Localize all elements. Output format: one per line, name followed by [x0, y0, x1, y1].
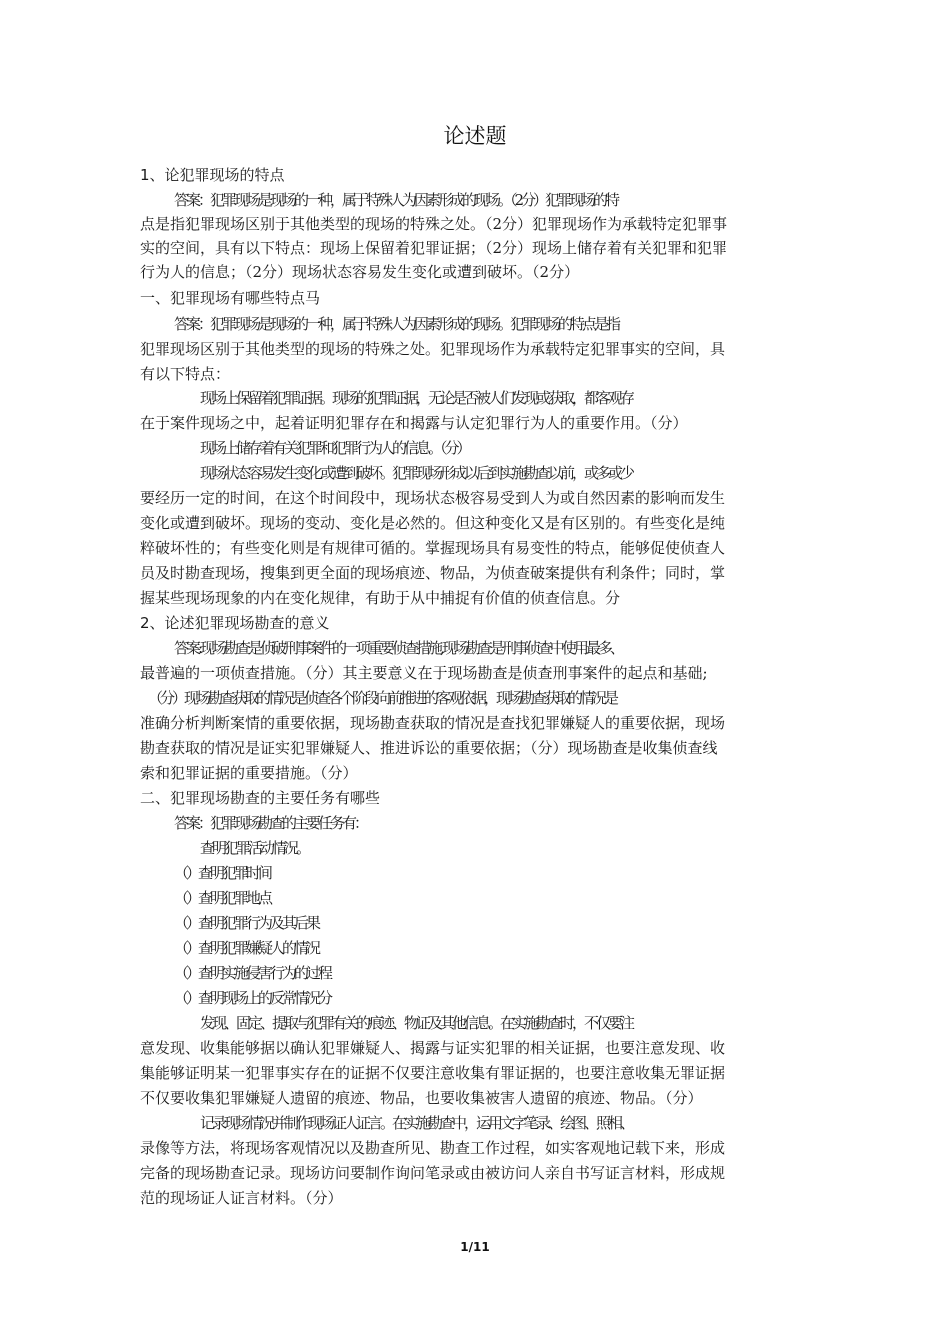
- text-line: 发现、固定、提取与犯罪有关的痕迹、物证及其他信息。在实施勘查时，不仅要注: [200, 1014, 633, 1032]
- text-line: 答案：犯罪现场是现场的一种，属于特殊人为因素形成的现场。（2分）犯罪现场的特: [174, 191, 618, 209]
- text-line: 完备的现场勘查记录。现场访问要制作询问笔录或由被访问人亲自书写证言材料，形成规: [140, 1164, 726, 1182]
- list-item: （）查明实施侵害行为的过程: [174, 964, 331, 982]
- text-line: 行为人的信息；（2分）现场状态容易发生变化或遭到破坏。（2分）: [140, 263, 580, 281]
- text-line: 变化或遭到破坏。现场的变动、变化是必然的。但这种变化又是有区别的。有些变化是纯: [140, 514, 726, 532]
- text-line: 集能够证明某一犯罪事实存在的证据不仅要注意收集有罪证据的，也要注意收集无罪证据: [140, 1064, 726, 1082]
- text-line: 不仅要收集犯罪嫌疑人遗留的痕迹、物品，也要收集被害人遗留的痕迹、物品。（分）: [140, 1089, 703, 1107]
- text-line: 实的空间，具有以下特点：现场上保留着犯罪证据；（2分）现场上储存着有关犯罪和犯罪: [140, 239, 728, 257]
- list-item: （）查明犯罪时间: [174, 864, 271, 882]
- page-title: 论述题: [443, 124, 507, 148]
- text-line: 答案：犯罪现场是现场的一种，属于特殊人为因素形成的现场。犯罪现场的特点是指: [174, 315, 619, 333]
- text-line: 记录现场情况并制作现场证人证言。在实施勘查中，运用文字笔录、绘图、照相、: [200, 1114, 633, 1132]
- text-line: 索和犯罪证据的重要措施。（分）: [140, 764, 358, 782]
- text-line: 答案：犯罪现场勘查的主要任务有：: [174, 814, 367, 832]
- list-item: （）查明现场上的反常情况分: [174, 989, 331, 1007]
- text-line: 握某些现场现象的内在变化规律，有助于从中捕捉有价值的侦查信息。分: [140, 589, 621, 607]
- question-heading: 2、论述犯罪现场勘查的意义: [140, 614, 330, 632]
- text-line: 准确分析判断案情的重要依据，现场勘查获取的情况是查找犯罪嫌疑人的重要依据，现场: [140, 714, 726, 732]
- question-heading: 1、论犯罪现场的特点: [140, 166, 285, 184]
- text-line: 员及时勘查现场，搜集到更全面的现场痕迹、物品，为侦查破案提供有利条件；同时，掌: [140, 564, 726, 582]
- text-line: 有以下特点：: [140, 365, 231, 383]
- text-line: 现场上储存着有关犯罪和犯罪行为人的信息。（分）: [200, 439, 469, 457]
- text-line: 现场状态容易发生变化或遭到破坏。犯罪现场形成以后到实施勘查以前，或多或少: [200, 464, 633, 482]
- list-item: （）查明犯罪嫌疑人的情况: [174, 939, 319, 957]
- text-line: 范的现场证人证言材料。（分）: [140, 1189, 343, 1207]
- text-line: 现场上保留着犯罪证据。现场的犯罪证据，无论是否被人们发现或获取，都客观存: [200, 389, 633, 407]
- text-line: 最普遍的一项侦查措施。（分）其主要意义在于现场勘查是侦查刑事案件的起点和基础;: [140, 664, 708, 682]
- text-line: （分）现场勘查获取的情况是侦查各个阶段向前推进的客观依据，现场勘查获取的情况是: [148, 689, 617, 707]
- text-line: 答案:现场勘查是侦破刑事案件的一项重要侦查措施,现场勘查是刑事侦查中使用最多、: [174, 639, 622, 657]
- page-number: 1/11: [460, 1240, 490, 1254]
- text-line: 在于案件现场之中，起着证明犯罪存在和揭露与认定犯罪行为人的重要作用。（分）: [140, 414, 688, 432]
- question-heading: 一、犯罪现场有哪些特点马: [140, 289, 321, 307]
- text-line: 录像等方法，将现场客观情况以及勘查所见、勘查工作过程，如实客观地记载下来，形成: [140, 1139, 726, 1157]
- text-line: 犯罪现场区别于其他类型的现场的特殊之处。犯罪现场作为承载特定犯罪事实的空间，具: [140, 340, 726, 358]
- list-item: （）查明犯罪地点: [174, 889, 271, 907]
- text-line: 查明犯罪活动情况。: [200, 839, 309, 857]
- text-line: 要经历一定的时间，在这个时间段中，现场状态极容易受到人为或自然因素的影响而发生: [140, 489, 726, 507]
- question-heading: 二、犯罪现场勘查的主要任务有哪些: [140, 789, 381, 807]
- text-line: 意发现、收集能够据以确认犯罪嫌疑人、揭露与证实犯罪的相关证据，也要注意发现、收: [140, 1039, 726, 1057]
- text-line: 勘查获取的情况是证实犯罪嫌疑人、推进诉讼的重要依据；（分）现场勘查是收集侦查线: [140, 739, 718, 757]
- list-item: （）查明犯罪行为及其后果: [174, 914, 319, 932]
- text-line: 点是指犯罪现场区别于其他类型的现场的特殊之处。（2分）犯罪现场作为承载特定犯罪事: [140, 215, 728, 233]
- text-line: 粹破坏性的；有些变化则是有规律可循的。掌握现场具有易变性的特点，能够促使侦查人: [140, 539, 726, 557]
